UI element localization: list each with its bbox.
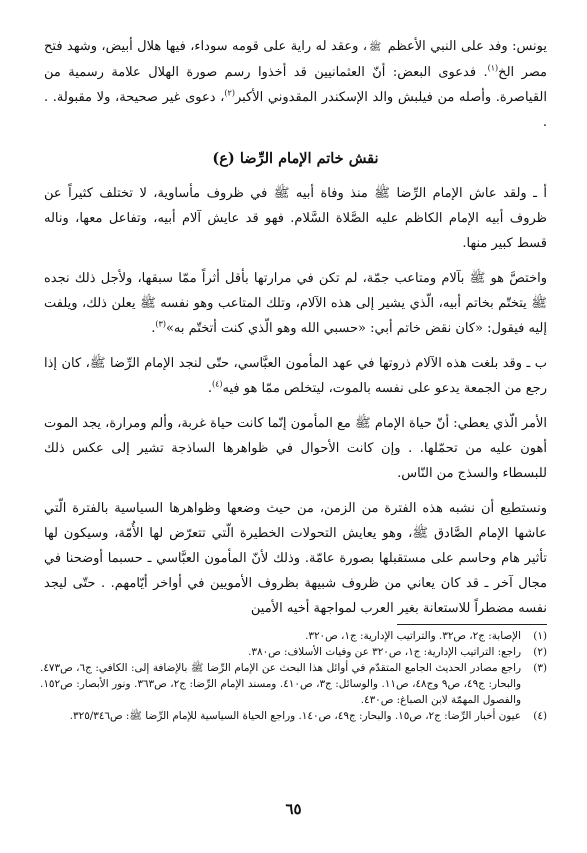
footnotes-section [40,628,547,724]
paragraph-intro [44,34,547,135]
intro-text-b: ، وعقد له راية على قومه سوداء، فيها هلال أبيض، وشهد فتح مصر الخ [44,39,547,80]
paragraph-ring-body: واختصَّ هو ﷺ بآلام ومتاعب جمّة، لم تكن في مرارتها بأقل أثراً ممّا سبقها، ولأجل ذلك نجده ﷺ يتختّم بخاتم أبيه، الّذي يشير إلى هذه الآلام، وتلك المتاعب وهو نفسه ﷺ يعلن ذلك، ويلفت إليه فيقول: «كان نقض خاتم أبي: «حسبي الله وهو الّذي كنت أتختّم به» [44,271,547,336]
footnote-ref-4[interactable]: (٤) [211,379,223,389]
intro-text-a: يونس: وفد على النبي الأعظم [387,39,547,54]
footnote-ref-2[interactable]: (٢) [224,88,235,98]
footnote-number: (٢) [533,646,547,658]
footnote-ref-1[interactable]: (١) [487,63,499,73]
footnote-item [40,660,547,708]
footnote-item [40,708,547,724]
paragraph-b: ب ـ وقد بلغت هذه الآلام ذروتها في عهد المأمون العبَّاسي، حتّى لنجد الإمام الرِّضا ﷺ، كان إذا رجع من الجمعة يدعو على نفسه بالموت، ليتخلص ممّا هو فيه$^{(٤)}$. [44,356,547,396]
footnote-number: (١) [533,630,547,642]
footnote-ref-3[interactable]: (٣) [155,319,166,329]
honorific-glyph: ﷺ [369,42,382,53]
paragraph-b-body: ب ـ وقد بلغت هذه الآلام ذروتها في عهد المأمون العبَّاسي، حتّى لنجد الإمام الرِّضا ﷺ، كان إذا رجع من الجمعة يدعو على نفسه بالموت، ليتخلص ممّا هو فيه [44,356,547,396]
intro-text-d: ، دعوى غير صحيحة، ولا مقبولة. . . [44,90,547,130]
paragraph-a: أ ـ ولقد عاش الإمام الرِّضا ﷺ منذ وفاة أبيه ﷺ في ظروف مأساوية، لا تختلف كثيراً عن ظروف أبيه الإمام الكاظم عليه الصَّلاة السَّلام. فهو قد عايش آلام أبيه، وتفاعل معها، وناله قسط كبير منها. [44,186,547,251]
footnote-text: راجع: التراتيب الإدارية: ج١، ص٣٢٠ عن وفيات الأسلاف: ص٣٨٠. [248,646,521,658]
paragraph-comparison: ونستطيع أن نشبه هذه الفترة من الزمن، من حيث وضعها وظواهرها السياسية بالفترة الّتي عاشها الإمام الصَّادق ﷺ، وهو يعايش التحولات الخطيرة الّتي تتعرّض لها الأُمّة، وسيكون لها تأثير هام وحاسم على مستقبلها بصورة عامّة. وذلك لأنّ المأمون العبَّاسي ـ حسبما أوضحنا في مجال آخر ـ قد كان يعاني من ظروف شبيهة بظروف الأمويين في أواخر أيّامهم. . حتّى ليجد نفسه مضطراً للاستعانة بغير العرب لمواجهة أخيه الأمين [44,501,547,616]
footnote-text: الإصابة: ج٢، ص٣٢. والتراتيب الإدارية: ج١، ص٣٢٠. [305,630,521,642]
footnote-text: راجع مصادر الحديث الجامع المتقدّم في أوائل هذا البحث عن الإمام الرِّضا ﷺ بالإضافة إلى: الكافي: ج٦، ص٤٧٣. والبحار: ج٤٩، ص٩ وج٤٨، ص١١. والوسائل: ج٣، ص٤١٠. ومسند الإمام الرِّضا: ج٢، ص٣٦٣. ونور الأبصار: ص١٥٢. والفصول المهمّة لابن الصباغ: ص٤٣٠. [40,662,522,706]
footnote-number: (٣) [533,662,547,674]
page-body [44,34,547,621]
section-heading: نقش خاتم الإمام الرِّضا (ع) [212,150,379,167]
footnote-number: (٤) [533,710,547,722]
paragraph-matter: الأمر الّذي يعطي: أنّ حياة الإمام ﷺ مع المأمون إنّما كانت حياة غربة، وألم ومرارة، يجد الموت أهون عليه من تحمّلها. . وإن كانت الأحوال في ظواهرها الساذجة تشير إلى عكس ذلك للبسطاء والسذج من النّاس. [44,416,547,481]
page-number: ٦٥ [285,800,302,818]
paragraph-ring-text: واختصَّ هو ﷺ بآلام ومتاعب جمّة، لم تكن في مرارتها بأقل أثراً ممّا سبقها، ولأجل ذلك نجده ﷺ يتختّم بخاتم أبيه، الّذي يشير إلى هذه الآلام، وتلك المتاعب وهو نفسه ﷺ يعلن ذلك، ويلفت إليه فيقول: «كان نقض خاتم أبي: «حسبي الله وهو الّذي كنت أتختّم به»$^{(٣)}$. [44,271,547,336]
footnote-divider [397,624,547,625]
footnote-item [40,628,547,644]
footnote-item [40,644,547,660]
footnote-text: عيون أخبار الرِّضا: ج٢، ص١٥. والبحار: ج٤٩، ص١٤٠. وراجع الحياة السياسية للإمام الرِّضا ﷺ: ص٣٢٥/٣٤٦. [69,710,521,722]
intro-text-c: . فدعوى البعض: أنّ العثمانيين قد أخذوا رسم صورة الهلال علامة رسمية من القياصرة. وأصله من فيلبش والد الإسكندر المقدوني الأكبر [44,65,547,105]
